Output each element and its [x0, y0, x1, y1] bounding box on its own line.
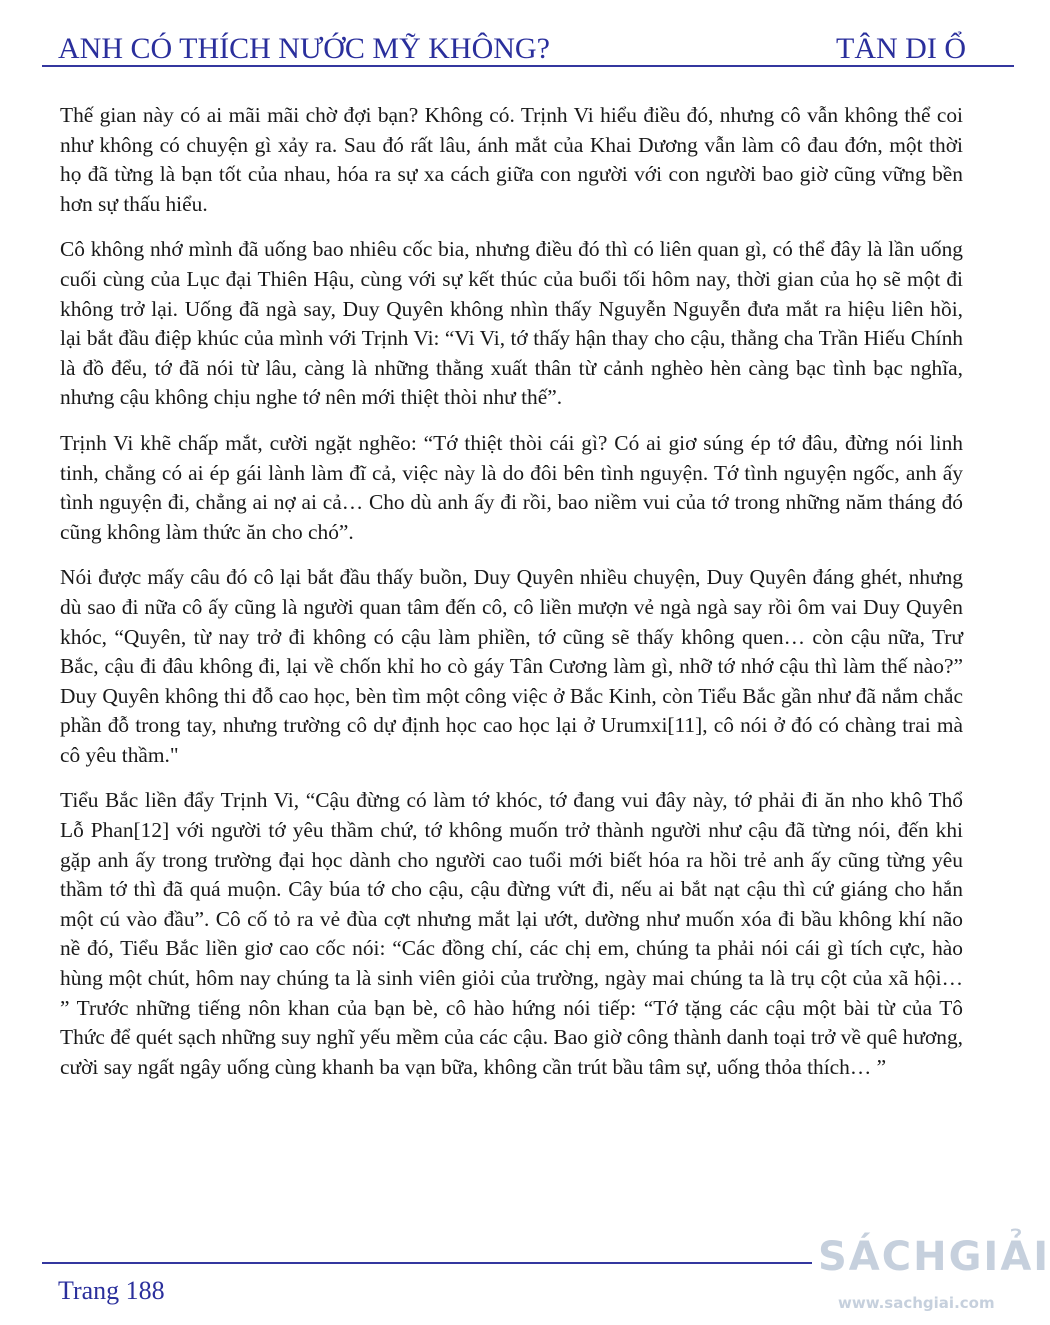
- watermark-logo: [818, 1228, 1050, 1320]
- header-divider: [42, 65, 1014, 67]
- paragraph: Nói được mấy câu đó cô lại bắt đầu thấy buồn, Duy Quyên nhiều chuyện, Duy Quyên đáng ghét, nhưng dù sao đi nữa cô ấy cũng là người quan tâm đến cô, cô liền mượn vẻ ngà ngà say rồi ôm vai Duy Quyên khóc, “Quyên, từ nay trở đi không có cậu làm phiền, tớ cũng sẽ thấy không quen… còn cậu nữa, Trư Bắc, cậu đi đâu không đi, lại về chốn khỉ ho cò gáy Tân Cương làm gì, nhỡ tớ nhớ cậu thì làm thế nào?” Duy Quyên không thi đỗ cao học, bèn tìm một công việc ở Bắc Kinh, còn Tiểu Bắc gần như đã nắm chắc phần đỗ trong tay, nhưng trường cô dự định học cao học lại ở Urumxi[11], cô nói ở đó có chàng trai mà cô yêu thầm.": [60, 565, 963, 767]
- author-name: TÂN DI Ổ: [836, 32, 966, 65]
- paragraph: Thế gian này có ai mãi mãi chờ đợi bạn? Không có. Trịnh Vi hiểu điều đó, nhưng cô vẫn không thể coi như không có chuyện gì xảy ra. Sau đó rất lâu, ánh mắt của Khai Dương vẫn làm cô đau đớn, một thời họ đã từng là bạn tốt của nhau, hóa ra sự xa cách giữa con người với con người bao giờ cũng vững bền hơn sự thấu hiểu.: [60, 103, 963, 216]
- paragraph: Tiểu Bắc liền đẩy Trịnh Vi, “Cậu đừng có làm tớ khóc, tớ đang vui đây này, tớ phải đi ăn nho khô Thổ Lỗ Phan[12] với người tớ yêu thầm chứ, tớ không muốn trở thành người như cậu đã từng nói, đến khi gặp anh ấy trong trường đại học dành cho người cao tuổi mới biết hóa ra hồi trẻ anh ấy cũng từng yêu thầm tớ thì đã quá muộn. Cây búa tớ cho cậu, cậu đừng vứt đi, nếu ai bắt nạt cậu thì cứ giáng cho hắn một cú vào đầu”. Cô cố tỏ ra vẻ đùa cợt nhưng mắt lại ướt, dường như muốn xóa đi bầu không khí não nề đó, Tiểu Bắc liền giơ cao cốc nói: “Các đồng chí, các chị em, chúng ta phải nói cái gì tích cực, hào hùng một chút, hôm nay chúng ta là sinh viên giỏi của trường, ngày mai chúng ta là trụ cột của xã hội… ” Trước những tiếng nôn khan của bạn bè, cô hào hứng nói tiếp: “Tớ tặng các cậu một bài từ của Tô Thức để quét sạch những suy nghĩ yếu mềm của các cậu. Bao giờ công thành danh toại trở về quê hương, cười say ngất ngây uống cùng khanh ba vạn bữa, không cần trút bầu tâm sự, uống thỏa thích… ”: [60, 788, 963, 1079]
- page-number: Trang 188: [58, 1276, 165, 1305]
- page-header: [58, 24, 966, 64]
- footer-divider: [42, 1262, 812, 1264]
- book-title: ANH CÓ THÍCH NƯỚC MỸ KHÔNG?: [58, 32, 550, 65]
- paragraph: Trịnh Vi khẽ chấp mắt, cười ngặt nghẽo: “Tớ thiệt thòi cái gì? Có ai giơ súng ép tớ đâu, đừng nói linh tinh, chẳng có ai ép gái lành làm đĩ cả, việc này là do đôi bên tình nguyện. Tớ tình nguyện ngốc, anh ấy tình nguyện đi, chẳng ai nợ ai cả… Cho dù anh ấy đi rồi, bao niềm vui của tớ trong những năm tháng đó cũng không làm thức ăn cho chó”.: [60, 430, 963, 544]
- paragraph: Cô không nhớ mình đã uống bao nhiêu cốc bia, nhưng điều đó thì có liên quan gì, có thể đây là lần uống cuối cùng của Lục đại Thiên Hậu, cùng với sự kết thúc của buổi tối hôm nay, thời gian của họ sẽ một đi không trở lại. Uống đã ngà say, Duy Quyên không nhìn thấy Nguyễn Nguyễn đưa mắt ra hiệu liên hồi, lại bắt đầu điệp khúc của mình với Trịnh Vi: “Vi Vi, tớ thấy hận thay cho cậu, thằng cha Trần Hiếu Chính là đồ đểu, tớ đã nói từ lâu, càng là những thằng xuất thân từ cảnh nghèo hèn càng bạc tình bạc nghĩa, nhưng cậu không chịu nghe tớ nên mới thiệt thòi như thế”.: [60, 237, 963, 410]
- watermark-logo-text: SÁCHGIẢI: [818, 1234, 1050, 1280]
- body-text: [60, 101, 963, 1098]
- watermark-url: www.sachgiai.com: [838, 1294, 995, 1312]
